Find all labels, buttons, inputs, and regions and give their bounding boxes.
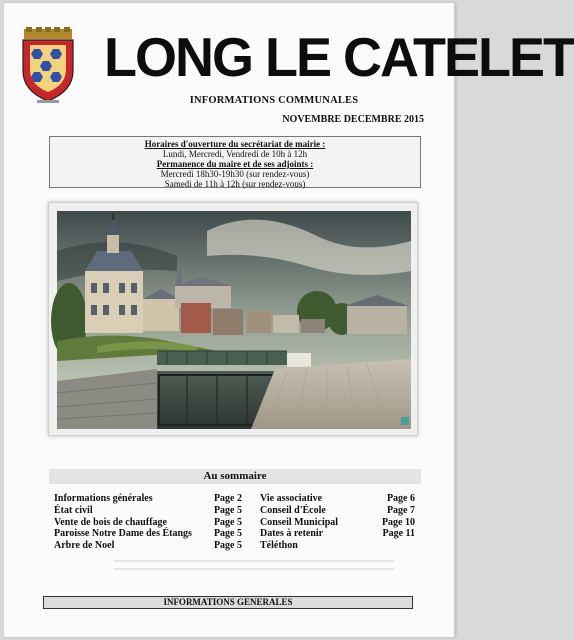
toc-page: Page 5 (213, 528, 242, 540)
permanence-line: Samedi de 11h à 12h (sur rendez-vous) (164, 179, 306, 189)
toc-page: Page 2 (213, 493, 242, 504)
section-heading-bar: INFORMATIONS GENERALES (43, 596, 413, 609)
toc-page: Page 6 (386, 493, 415, 504)
toc-entry[interactable] (54, 528, 242, 540)
hours-line: Lundi, Mercredi, Vendredi de 10h à 12h (162, 149, 308, 159)
edition-date: NOVEMBRE DECEMBRE 2015 (282, 114, 424, 125)
contents-right-column (260, 493, 415, 552)
hours-title: Horaires d'ouverture du secrétariat de mairie : (144, 139, 326, 149)
toc-page: Page 10 (381, 516, 415, 528)
permanence-line: Mercredi 18h30-19h30 (sur rendez-vous) (160, 169, 310, 179)
toc-label: Dates à retenir (260, 528, 324, 540)
toc-page: Page 7 (386, 504, 415, 516)
toc-label: Vie associative (260, 493, 323, 504)
toc-entry[interactable] (260, 540, 415, 552)
toc-label: Arbre de Noel (54, 540, 115, 552)
toc-label: Informations générales (54, 493, 153, 504)
opening-hours-box (49, 136, 421, 188)
toc-entry[interactable] (260, 493, 415, 505)
crest-crown (24, 27, 72, 39)
toc-label: Vente de bois de chauffage (54, 516, 167, 528)
cover-photo-frame (48, 202, 418, 436)
toc-entry[interactable] (260, 528, 415, 540)
contents-heading: Au sommaire (49, 469, 421, 484)
newsletter-title: LONG LE CATELET (104, 27, 574, 89)
toc-entry[interactable] (260, 505, 415, 517)
toc-label: Paroisse Notre Dame des Étangs (54, 528, 192, 540)
toc-entry[interactable] (54, 493, 242, 505)
toc-page: Page 11 (382, 528, 415, 540)
permanence-title: Permanence du maire et de ses adjoints : (156, 159, 314, 169)
toc-entry[interactable] (54, 517, 242, 529)
coat-of-arms-icon (20, 25, 76, 105)
crest-caption (37, 100, 59, 103)
toc-label: Conseil d'École (260, 504, 326, 516)
newsletter-subtitle: INFORMATIONS COMMUNALES (189, 95, 359, 106)
toc-page: Page 5 (213, 516, 242, 528)
toc-label: Téléthon (260, 540, 298, 552)
newsletter-page (4, 3, 574, 637)
toc-label: Conseil Municipal (260, 516, 339, 528)
toc-label: État civil (54, 504, 93, 516)
toc-entry[interactable] (54, 540, 242, 552)
toc-page: Page 5 (213, 504, 242, 516)
contents-left-column (54, 493, 242, 552)
town-canal-photo (57, 211, 411, 429)
toc-page: Page 5 (213, 540, 242, 552)
toc-entry[interactable] (54, 505, 242, 517)
toc-entry[interactable] (260, 517, 415, 529)
show-through-text (114, 560, 394, 580)
